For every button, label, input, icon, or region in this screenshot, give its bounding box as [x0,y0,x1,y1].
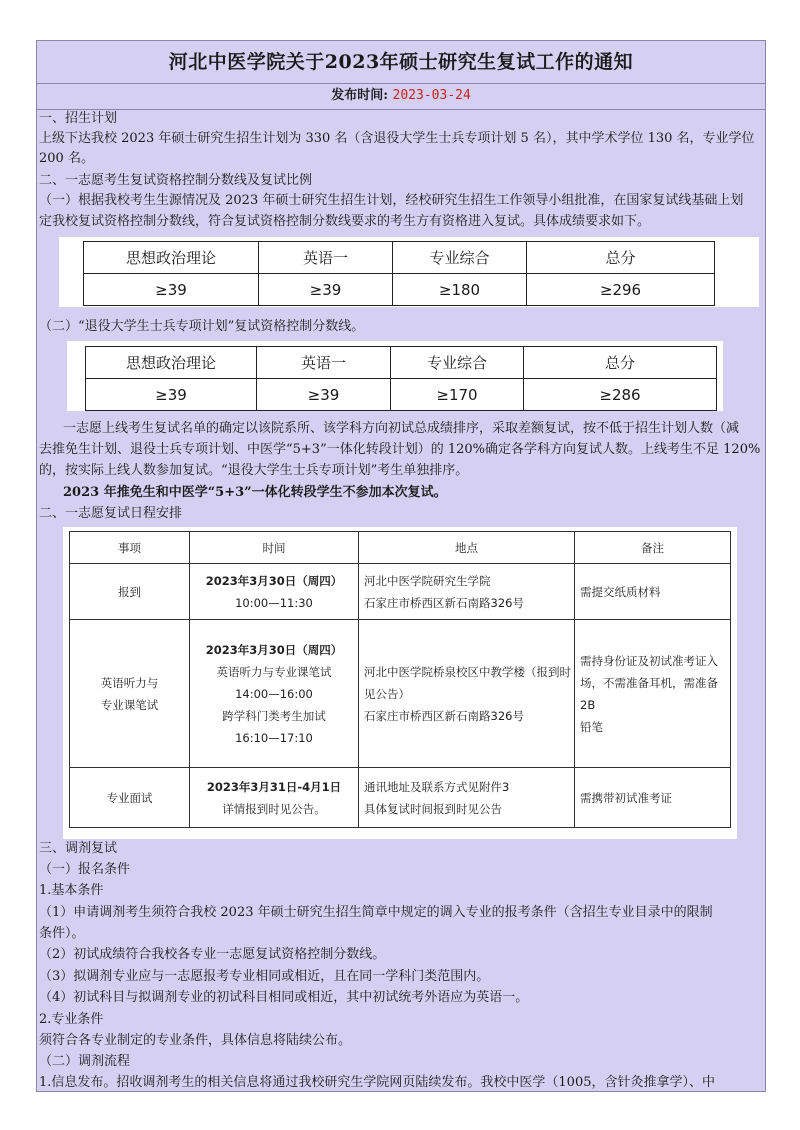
section-heading: 二、一志愿复试日程安排 [39,506,183,521]
table-header: 英语一 [257,347,391,379]
schedule-time [190,564,359,620]
text-line: （4）初试科目与拟调剂专业的初试科目相同或相近，其中初试统考外语应为英语一。 [39,990,529,1005]
note-line: 需携带初试准考证 [580,790,672,805]
schedule-date: 2023年3月30日（周四） [205,573,343,588]
section-heading: 一、招生计划 [39,111,118,126]
bold-note: 2023 年推免生和中医学“5+3”一体化转段学生不参加本次复试。 [63,485,447,500]
score-table-1 [83,241,715,306]
subsection-heading: （二）调剂流程 [39,1054,131,1069]
table-header: 地点 [359,532,575,564]
schedule-time-line: 14:00—16:00 [235,686,313,701]
publish-info [37,83,765,110]
schedule-place [359,620,575,768]
item-line: 专业课笔试 [100,697,159,712]
place-line: 石家庄市桥西区新石南路326号 [364,708,524,723]
table-cell: ≥170 [391,379,524,411]
schedule-time-line: 16:10—17:10 [235,730,313,745]
note-line: 需持身份证及初试准考证入 [580,653,718,668]
schedule-date: 2023年3月31日-4月1日 [206,779,342,794]
subsection-heading: （一）报名条件 [39,862,131,877]
table-cell: ≥180 [393,274,527,306]
note-line: 场，不需准备耳机，需准备2B [580,675,718,712]
schedule-item [70,620,190,768]
table-cell: ≥296 [527,274,715,306]
schedule-item: 报到 [70,564,190,620]
schedule-place [359,768,575,828]
schedule-time [190,768,359,828]
place-line: 河北中医学院桥泉校区中教学楼（报到时 [364,664,571,679]
section-heading: 三、调剂复试 [39,841,118,856]
schedule-time [190,620,359,768]
table-header: 专业综合 [391,347,524,379]
table-cell: ≥39 [84,274,259,306]
table-header: 事项 [70,532,190,564]
text-line: 定我校复试资格控制分数线，符合复试资格控制分数线要求的考生方有资格进入复试。具体成绩要求如下。 [39,214,651,229]
table-header: 思想政治理论 [84,242,259,274]
table-header: 专业综合 [393,242,527,274]
schedule-time-line: 10:00—11:30 [235,595,313,610]
text-line: （3）拟调剂专业应与一志愿报考专业相同或相近，且在同一学科门类范围内。 [39,969,490,984]
subsection-heading: 1.基本条件 [39,883,104,898]
publish-date: 2023-03-24 [392,88,471,103]
schedule-time-line: 详情报到时见公告。 [222,801,326,816]
subsection-heading: （二）“退役大学生士兵专项计划”复试资格控制分数线。 [39,319,365,334]
text-line: 的，按实际上线人数参加复试。“退役大学生士兵专项计划”考生单独排序。 [39,463,469,478]
section-heading: 二、一志愿考生复试资格控制分数线及复试比例 [39,173,313,188]
item-line: 英语听力与 [100,675,159,690]
place-line: 通讯地址及联系方式见附件3 [364,779,510,794]
schedule-note [575,768,731,828]
schedule-table [69,531,731,828]
table-header: 时间 [190,532,359,564]
schedule-note [575,620,731,768]
place-line: 石家庄市桥西区新石南路326号 [364,595,524,610]
text-line: 去推免生计划、退役士兵专项计划、中医学“5+3”一体化转段计划）的 120%确定各学科方向复试人数。上线考生不足 120% [39,442,761,457]
table-header: 备注 [575,532,731,564]
place-line: 河北中医学院研究生学院 [364,573,491,588]
table-header: 思想政治理论 [86,347,257,379]
text-line: （1）申请调剂考生须符合我校 2023 年硕士研究生招生简章中规定的调入专业的报考条件（含招生专业目录中的限制 [39,905,713,920]
text-line: 一志愿上线考生复试名单的确定以该院系所、该学科方向初试总成绩排序，采取差额复试，按不低于招生计划人数（减 [63,421,740,436]
table-cell: ≥286 [524,379,717,411]
text-line: （2）初试成绩符合我校各专业一志愿复试资格控制分数线。 [39,947,386,962]
schedule-time-line: 跨学科门类考生加试 [222,708,326,723]
place-line: 具体复试时间报到时见公告 [364,801,502,816]
publish-label: 发布时间: [331,88,388,103]
text-line: 1.信息发布。招收调剂考生的相关信息将通过我校研究生学院网页陆续发布。我校中医学（1005，含针灸推拿学）、中 [39,1075,715,1090]
table-header: 英语一 [259,242,393,274]
text-line: 条件）。 [39,926,85,941]
page-title: 河北中医学院关于2023年硕士研究生复试工作的通知 [37,41,765,84]
score-table-2 [85,346,717,411]
note-line: 铅笔 [580,719,603,734]
text-line: 上级下达我校 2023 年硕士研究生招生计划为 330 名（含退役大学生士兵专项计划 5 名），其中学术学位 130 名，专业学位 [39,131,755,146]
schedule-date: 2023年3月30日（周四） [205,642,343,657]
note-line: 需提交纸质材料 [580,584,661,599]
text-line: 须符合各专业制定的专业条件，具体信息将陆续公布。 [39,1033,352,1048]
text-line: 200 名。 [39,151,94,166]
table-header: 总分 [527,242,715,274]
table-cell: ≥39 [257,379,391,411]
schedule-place [359,564,575,620]
schedule-note [575,564,731,620]
place-line: 见公告） [364,686,410,701]
schedule-item: 专业面试 [70,768,190,828]
schedule-time-line: 英语听力与专业课笔试 [216,664,332,679]
notice-document [36,40,766,1092]
text-line: （一）根据我校考生生源情况及 2023 年硕士研究生招生计划，经校研究生招生工作领导小组批准，在国家复试线基础上划 [39,193,744,208]
table-header: 总分 [524,347,717,379]
table-cell: ≥39 [86,379,257,411]
subsection-heading: 2.专业条件 [39,1012,104,1027]
table-cell: ≥39 [259,274,393,306]
